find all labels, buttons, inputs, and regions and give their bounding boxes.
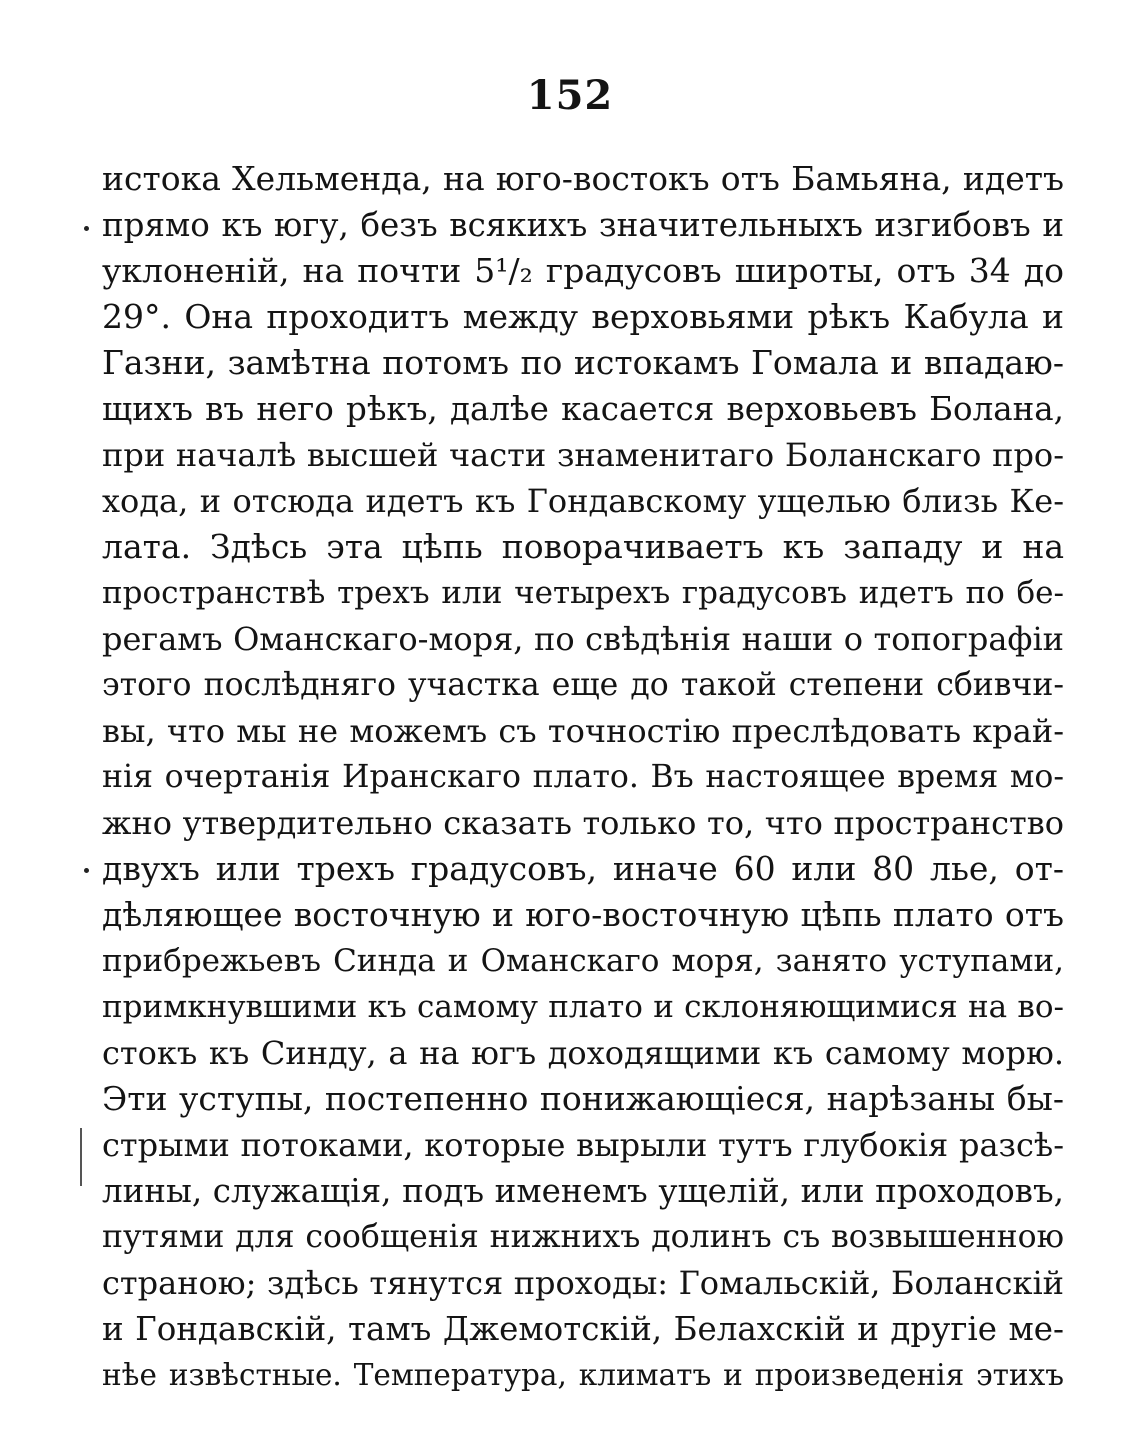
text-line: стокъ къ Синду, а на югъ доходящими къ самому морю. xyxy=(102,1034,1064,1072)
text-line: Газни, замѣтна потомъ по истокамъ Гомала и впадаю- xyxy=(102,343,1064,382)
text-line: примкнувшими къ самому плато и склоняющимися на во- xyxy=(102,989,1064,1025)
text-line: регамъ Оманскаго-моря, по свѣдѣнія наши о топографіи xyxy=(102,620,1064,658)
text-line: лата. Здѣсь эта цѣпь поворачиваетъ къ западу и на xyxy=(102,527,1064,566)
text-line: при началѣ высшей части знаменитаго Боланскаго про- xyxy=(102,436,1064,474)
margin-dot xyxy=(84,868,89,873)
text-line: хода, и отсюда идетъ къ Гондавскому ущелью близь Ке- xyxy=(102,482,1064,520)
text-line: пространствѣ трехъ или четырехъ градусовъ идетъ по бе- xyxy=(102,575,1064,611)
text-line: прибрежьевъ Синда и Оманскаго моря, занято уступами, xyxy=(102,943,1064,979)
text-line: прямо къ югу, безъ всякихъ значительныхъ изгибовъ и xyxy=(102,206,1064,244)
text-line: уклоненій, на почти 5¹/₂ градусовъ широты, отъ 34 до xyxy=(102,251,1064,290)
text-line: дѣляющее восточную и юго-восточную цѣпь плато отъ xyxy=(102,895,1064,934)
text-line: лины, служащія, подъ именемъ ущелій, или проходовъ, xyxy=(102,1172,1064,1210)
margin-dot xyxy=(84,226,89,231)
body-text xyxy=(102,156,1064,1398)
text-line: 29°. Она проходитъ между верховьями рѣкъ Кабула и xyxy=(102,297,1064,336)
text-line: нія очертанія Иранскаго плато. Въ настоящее время мо- xyxy=(102,759,1064,795)
text-line: путями для сообщенія нижнихъ долинъ съ возвышенною xyxy=(102,1219,1064,1255)
margin-rule xyxy=(80,1128,82,1186)
text-line: щихъ въ него рѣкъ, далѣе касается верховьевъ Болана, xyxy=(102,390,1064,428)
text-line: нѣе извѣстные. Температура, климатъ и произведенія этихъ xyxy=(102,1358,1064,1392)
text-line: жно утвердительно сказать только то, что пространство xyxy=(102,804,1064,842)
text-line: стрыми потоками, которые вырыли тутъ глубокія разсѣ- xyxy=(102,1126,1064,1164)
text-line: этого послѣдняго участка еще до такой степени сбивчи- xyxy=(102,667,1064,703)
text-line: вы, что мы не можемъ съ точностію преслѣдовать край- xyxy=(102,712,1064,750)
text-line: страною; здѣсь тянутся проходы: Гомальскій, Боланскій xyxy=(102,1264,1064,1302)
text-line: двухъ или трехъ градусовъ, иначе 60 или 80 лье, от- xyxy=(102,849,1064,888)
text-line: и Гондавскій, тамъ Джемотскій, Белахскій и другіе ме- xyxy=(102,1310,1064,1348)
text-line: истока Хельменда, на юго-востокъ отъ Бамьяна, идетъ xyxy=(102,159,1064,198)
page-number: 152 xyxy=(526,72,614,119)
text-line: Эти уступы, постепенно понижающіеся, нарѣзаны бы- xyxy=(102,1079,1064,1118)
